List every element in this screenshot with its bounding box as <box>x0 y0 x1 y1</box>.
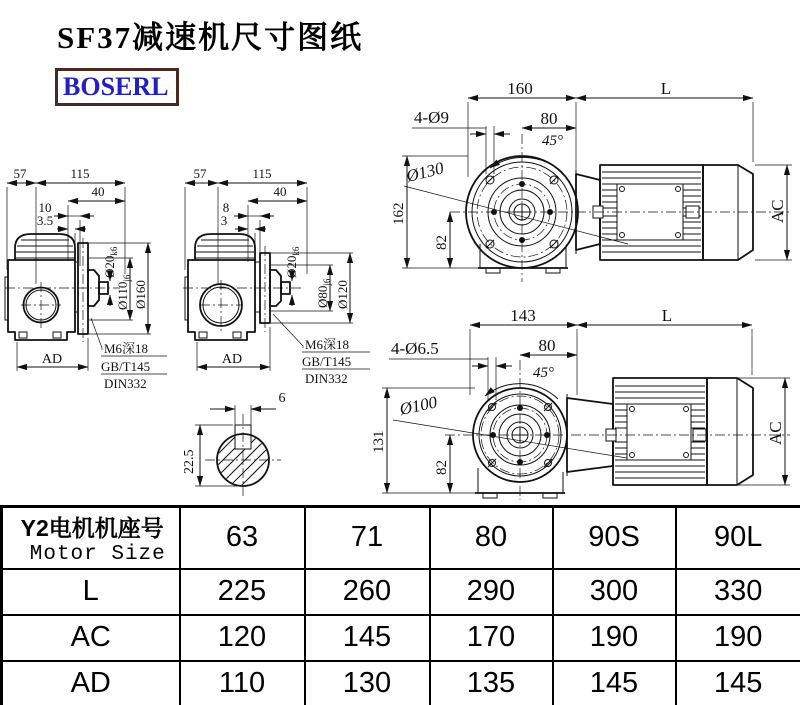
header-motor-size-en: Motor Size <box>29 542 166 566</box>
dim-ac-label: AC <box>768 199 787 223</box>
holes-label: 4-Ø6.5 <box>391 339 439 358</box>
angle-label: 45° <box>533 365 554 381</box>
col-90l: 90L <box>676 507 800 569</box>
flange-dia-label: Ø160 <box>133 280 148 309</box>
l-90l: 330 <box>676 569 800 615</box>
dim-ac-label: AC <box>766 421 785 445</box>
l-90s: 300 <box>553 569 676 615</box>
key-width-label: 6 <box>278 391 286 406</box>
brand-logo: BOSERL <box>55 68 179 106</box>
dim-40-label: 40 <box>273 184 287 199</box>
front-view-motor-160 <box>390 79 800 300</box>
ac-71: 145 <box>305 615 430 661</box>
dim-80-label: 80 <box>538 336 556 355</box>
flange-dia-label: Ø120 <box>335 280 350 309</box>
tap-note-3: DIN332 <box>104 376 147 391</box>
col-90s: 90S <box>553 507 676 569</box>
angle-label: 45° <box>542 133 563 149</box>
tap-note-2: GB/T145 <box>101 359 151 374</box>
depth-label: 22.5 <box>182 449 197 474</box>
dim-115-label: 115 <box>252 166 272 181</box>
dim-l-label: L <box>660 79 672 98</box>
pilot-dia-label: $Ø110_{j6}$ <box>115 274 132 310</box>
col-63: 63 <box>180 507 305 569</box>
dim-82-label: 82 <box>434 460 450 475</box>
dim-115-label: 115 <box>70 166 90 181</box>
l-71: 260 <box>305 569 430 615</box>
ad-63: 110 <box>180 661 305 705</box>
ad-90l: 145 <box>676 661 800 705</box>
side-view-flange120 <box>180 162 380 398</box>
front-view-160-geometry <box>402 98 792 282</box>
table-header-row <box>2 507 800 569</box>
page-title: SF37减速机尺寸图纸 <box>57 20 364 55</box>
table-row-l <box>2 569 800 615</box>
tap-note-2: GB/T145 <box>302 354 352 369</box>
side-view-120-labels <box>194 166 352 386</box>
header-motor-size-cn: Y2电机机座号 <box>20 514 164 541</box>
dim-143-label: 143 <box>510 306 536 325</box>
shaft-dia-label: $Ø20_{k6}$ <box>102 246 119 278</box>
dim-3p5-label: 3.5 <box>36 213 54 228</box>
shaft-dia-label: $Ø20_{k6}$ <box>284 246 301 278</box>
shaft-cross-section <box>180 388 295 505</box>
row-label-l: L <box>2 569 180 615</box>
side-view-160-labels <box>14 166 151 391</box>
ad-71: 130 <box>305 661 430 705</box>
dim-ad-label: AD <box>41 352 63 367</box>
tap-note-1: M6深18 <box>305 337 350 352</box>
l-63: 225 <box>180 569 305 615</box>
col-71: 71 <box>305 507 430 569</box>
dim-160-label: 160 <box>507 79 533 98</box>
dim-82-label: 82 <box>434 235 450 250</box>
dim-ad-label: AD <box>221 352 243 367</box>
ad-80: 135 <box>430 661 553 705</box>
tap-note-1: M6深18 <box>104 341 149 356</box>
side-view-flange160 <box>5 162 180 398</box>
ad-90s: 145 <box>553 661 676 705</box>
dim-131-label: 131 <box>371 430 387 453</box>
table-row-ac <box>2 615 800 661</box>
dim-80-label: 80 <box>540 109 558 128</box>
dim-l-label: L <box>661 306 673 325</box>
bolt-circle-label: Ø130 <box>404 158 446 186</box>
dim-57-label: 57 <box>13 166 27 181</box>
front-view-120-labels <box>371 306 785 475</box>
ac-80: 170 <box>430 615 553 661</box>
dim-10-label: 10 <box>38 200 52 215</box>
pilot-dia-label: $Ø80_{j6}$ <box>315 278 332 308</box>
ac-63: 120 <box>180 615 305 661</box>
tap-note-3: DIN332 <box>305 371 348 386</box>
header-motor-size <box>2 507 180 569</box>
shaft-section-geometry <box>150 405 307 500</box>
ac-90l: 190 <box>676 615 800 661</box>
dim-3-label: 3 <box>220 213 228 228</box>
dim-162-label: 162 <box>391 202 407 225</box>
bolt-circle-label: Ø100 <box>397 392 439 419</box>
holes-label: 4-Ø9 <box>414 108 449 127</box>
col-80: 80 <box>430 507 553 569</box>
shaft-section-labels <box>182 391 286 474</box>
front-view-motor-120 <box>371 300 800 500</box>
row-label-ac: AC <box>2 615 180 661</box>
dim-57-label: 57 <box>193 166 207 181</box>
dim-40-label: 40 <box>91 184 105 199</box>
ac-90s: 190 <box>553 615 676 661</box>
table-row-ad <box>2 661 800 705</box>
motor-size-table <box>0 505 800 705</box>
dim-8-label: 8 <box>222 200 230 215</box>
l-80: 290 <box>430 569 553 615</box>
row-label-ad: AD <box>2 661 180 705</box>
